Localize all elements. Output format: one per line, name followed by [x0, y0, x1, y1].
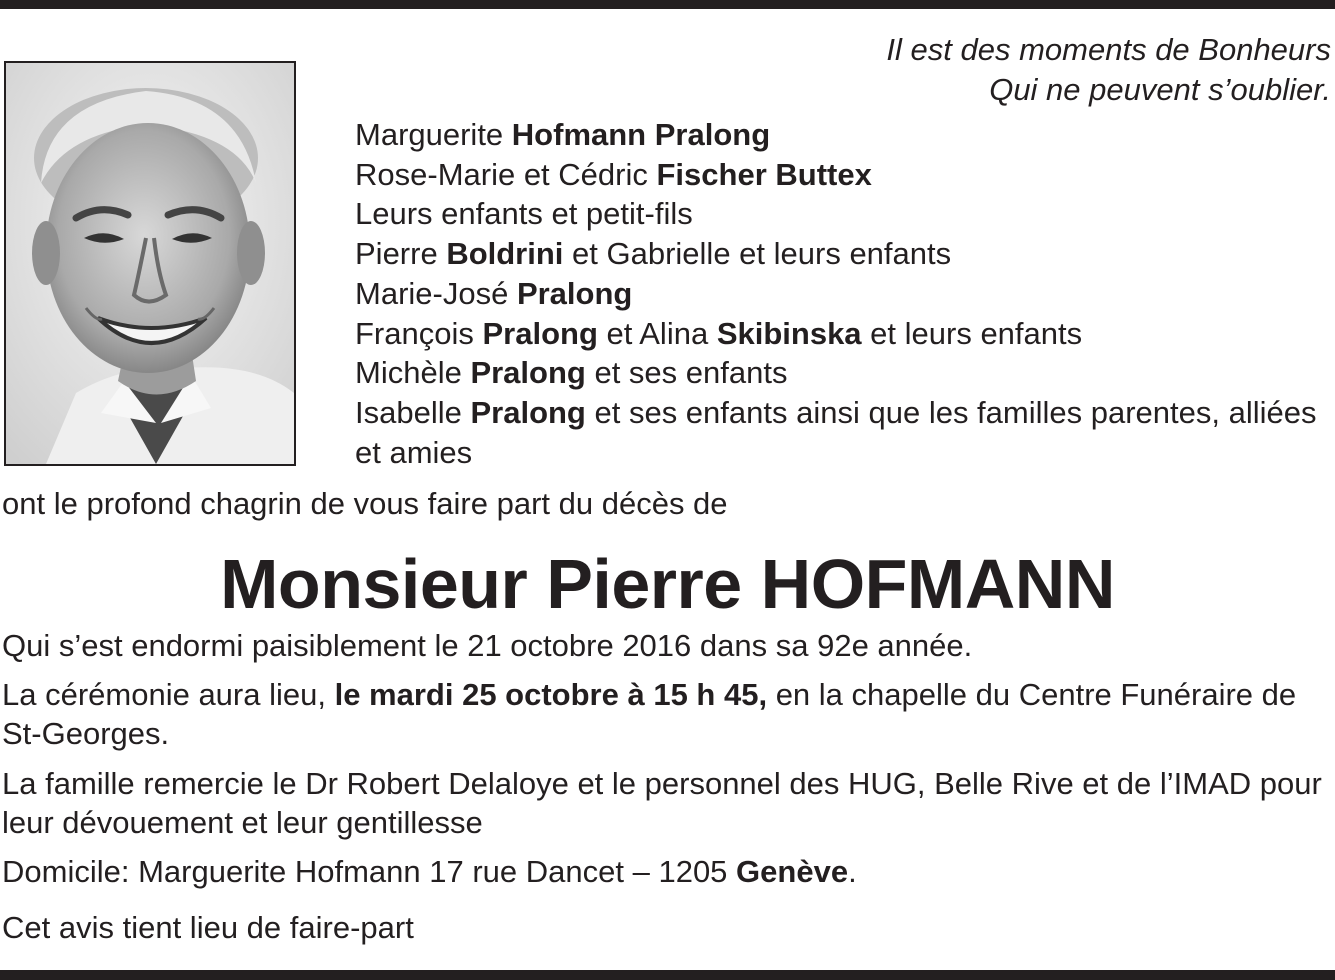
deceased-name-heading: Monsieur Pierre HOFMANN: [220, 545, 1115, 623]
epigraph-line-2: Qui ne peuvent s’oublier.: [989, 72, 1331, 107]
family-name-plain: et Gabrielle et leurs enfants: [563, 236, 952, 272]
top-rule: [0, 0, 1335, 9]
family-name-plain: Rose-Marie et Cédric: [355, 156, 657, 192]
thanks-paragraph: La famille remercie le Dr Robert Delaloye et le personnel des HUG, Belle Rive et de l’IMAD pour leur dévouement et leur gentillesse: [2, 766, 1322, 840]
family-name-plain: Marie-José: [355, 275, 517, 311]
family-member: [355, 314, 1333, 354]
ceremony-location: en la chapelle du Centre Funéraire de St-Georges.: [2, 677, 1297, 751]
family-member: [355, 155, 1333, 195]
family-name-plain: et ses enfants: [585, 355, 788, 391]
family-surname: Hofmann Pralong: [511, 117, 771, 152]
family-member: [355, 274, 1333, 314]
domicile-city: Genève: [736, 854, 849, 889]
family-name-plain: Leurs enfants et petit-fils: [355, 196, 693, 232]
family-surname: Pralong: [482, 315, 598, 351]
family-name-plain: et Alina: [597, 315, 717, 351]
portrait-illustration: [6, 63, 294, 464]
domicile-punctuation: .: [848, 854, 857, 889]
epigraph: [631, 30, 1331, 110]
family-name-plain: Marguerite: [355, 117, 512, 152]
bottom-rule: [0, 970, 1335, 980]
family-name-plain: Isabelle: [355, 394, 471, 430]
announcement-text: ont le profond chagrin de vous faire part du décès de: [2, 486, 728, 521]
family-name-plain: Michèle: [355, 355, 471, 391]
family-member: [355, 194, 1333, 234]
ceremony-text: La cérémonie aura lieu,: [2, 677, 335, 712]
ceremony-paragraph: [2, 675, 1333, 753]
family-name-plain: Pierre: [355, 236, 447, 272]
family-surname: Skibinska: [716, 315, 862, 351]
domicile-paragraph: [2, 852, 1333, 891]
family-list: [355, 115, 1333, 472]
family-member: [355, 353, 1333, 393]
epigraph-line-1: Il est des moments de Bonheurs: [886, 32, 1331, 67]
portrait-photo: [4, 61, 296, 466]
domicile-address: Domicile: Marguerite Hofmann 17 rue Dancet – 1205: [2, 854, 737, 889]
family-member: [355, 115, 1333, 155]
family-surname: Boldrini: [446, 236, 564, 272]
family-surname: Fischer Buttex: [656, 156, 872, 192]
passed-away-text: Qui s’est endormi paisiblement le 21 octobre 2016 dans sa 92e année.: [2, 628, 973, 663]
family-name-plain: François: [355, 315, 483, 351]
family-name-plain: et leurs enfants: [861, 315, 1083, 351]
ceremony-date-time: le mardi 25 octobre à 15 h 45,: [334, 677, 768, 712]
family-name-plain: et ses enfants ainsi que les familles parentes, alliées et amies: [355, 394, 1317, 470]
family-surname: Pralong: [470, 355, 586, 391]
family-surname: Pralong: [516, 275, 633, 311]
family-surname: Pralong: [470, 394, 586, 430]
family-member: [355, 234, 1333, 274]
family-member: [355, 393, 1333, 472]
notice-text: Cet avis tient lieu de faire-part: [2, 910, 414, 945]
